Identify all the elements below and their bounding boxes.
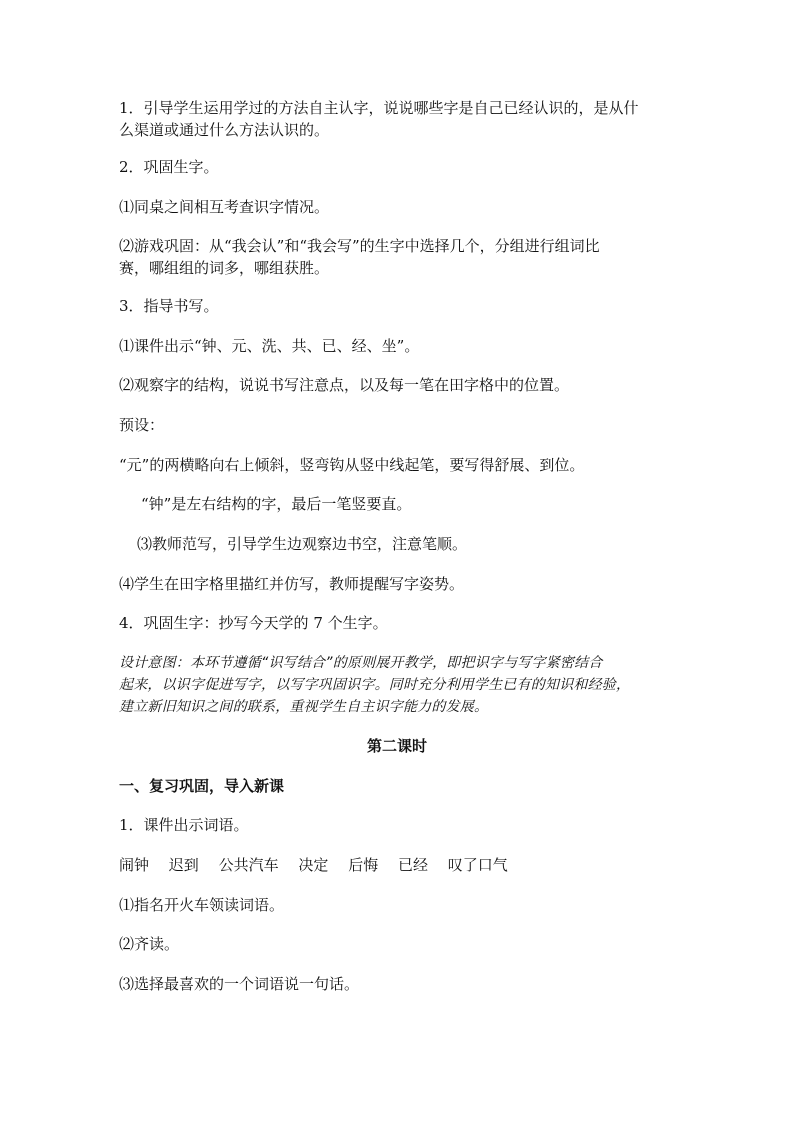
design-intent-line-3: 建立新旧知识之间的联系，重视学生自主识字能力的发展。 <box>119 699 489 715</box>
word-item: 迟到 <box>168 856 199 874</box>
paragraph-8: 预设： <box>119 416 165 434</box>
paragraph-7: ⑵观察字的结构，说说书写注意点，以及每一笔在田字格中的位置。 <box>119 376 570 394</box>
paragraph-4-line-1: ⑵游戏巩固：从“我会认”和“我会写”的生字中选择几个，分组进行组词比 <box>119 237 600 255</box>
paragraph-3: ⑴同桌之间相互考查识字情况。 <box>119 198 330 216</box>
paragraph-5: 3．指导书写。 <box>119 297 219 315</box>
paragraph-16: ⑵齐读。 <box>119 935 180 953</box>
paragraph-10: “钟”是左右结构的字，最后一笔竖要直。 <box>141 495 412 513</box>
design-intent-line-2: 起来，以识字促进写字，以写字巩固识字。同时充分利用学生已有的知识和经验， <box>119 677 631 693</box>
paragraph-4-line-2: 赛，哪组组的词多，哪组获胜。 <box>119 259 330 277</box>
paragraph-17: ⑶选择最喜欢的一个词语说一句话。 <box>119 975 360 993</box>
paragraph-2: 2．巩固生字。 <box>119 158 219 176</box>
word-list <box>119 854 523 876</box>
design-intent <box>119 652 677 718</box>
paragraph-15: ⑴指名开火车领读词语。 <box>119 896 285 914</box>
design-intent-line-1: 设计意图：本环节遵循“识写结合”的原则展开教学，即把识字与写字紧密结合 <box>119 655 603 671</box>
paragraph-9: “元”的两横略向右上倾斜，竖弯钩从竖中线起笔，要写得舒展、到位。 <box>119 456 585 474</box>
paragraph-6: ⑴课件出示“钟、元、洗、共、已、经、坐”。 <box>119 337 420 355</box>
paragraph-1-line-1: 1．引导学生运用学过的方法自主认字，说说哪些字是自己已经认识的，是从什 <box>119 99 639 117</box>
word-item: 决定 <box>298 856 329 874</box>
paragraph-1-line-2: 么渠道或通过什么方法认识的。 <box>119 121 330 139</box>
word-item: 叹了口气 <box>447 856 508 874</box>
paragraph-12: ⑷学生在田字格里描红并仿写，教师提醒写字姿势。 <box>119 575 465 593</box>
section-heading: 一、复习巩固，导入新课 <box>119 777 285 795</box>
paragraph-13: 4．巩固生字：抄写今天学的 7 个生字。 <box>119 614 388 632</box>
paragraph-11: ⑶教师范写，引导学生边观察边书空，注意笔顺。 <box>137 535 468 553</box>
word-item: 已经 <box>397 856 428 874</box>
word-item: 后悔 <box>348 856 379 874</box>
word-item: 公共汽车 <box>218 856 279 874</box>
word-item: 闹钟 <box>119 856 150 874</box>
lesson-title: 第二课时 <box>366 737 427 755</box>
paragraph-14: 1．课件出示词语。 <box>119 816 249 834</box>
